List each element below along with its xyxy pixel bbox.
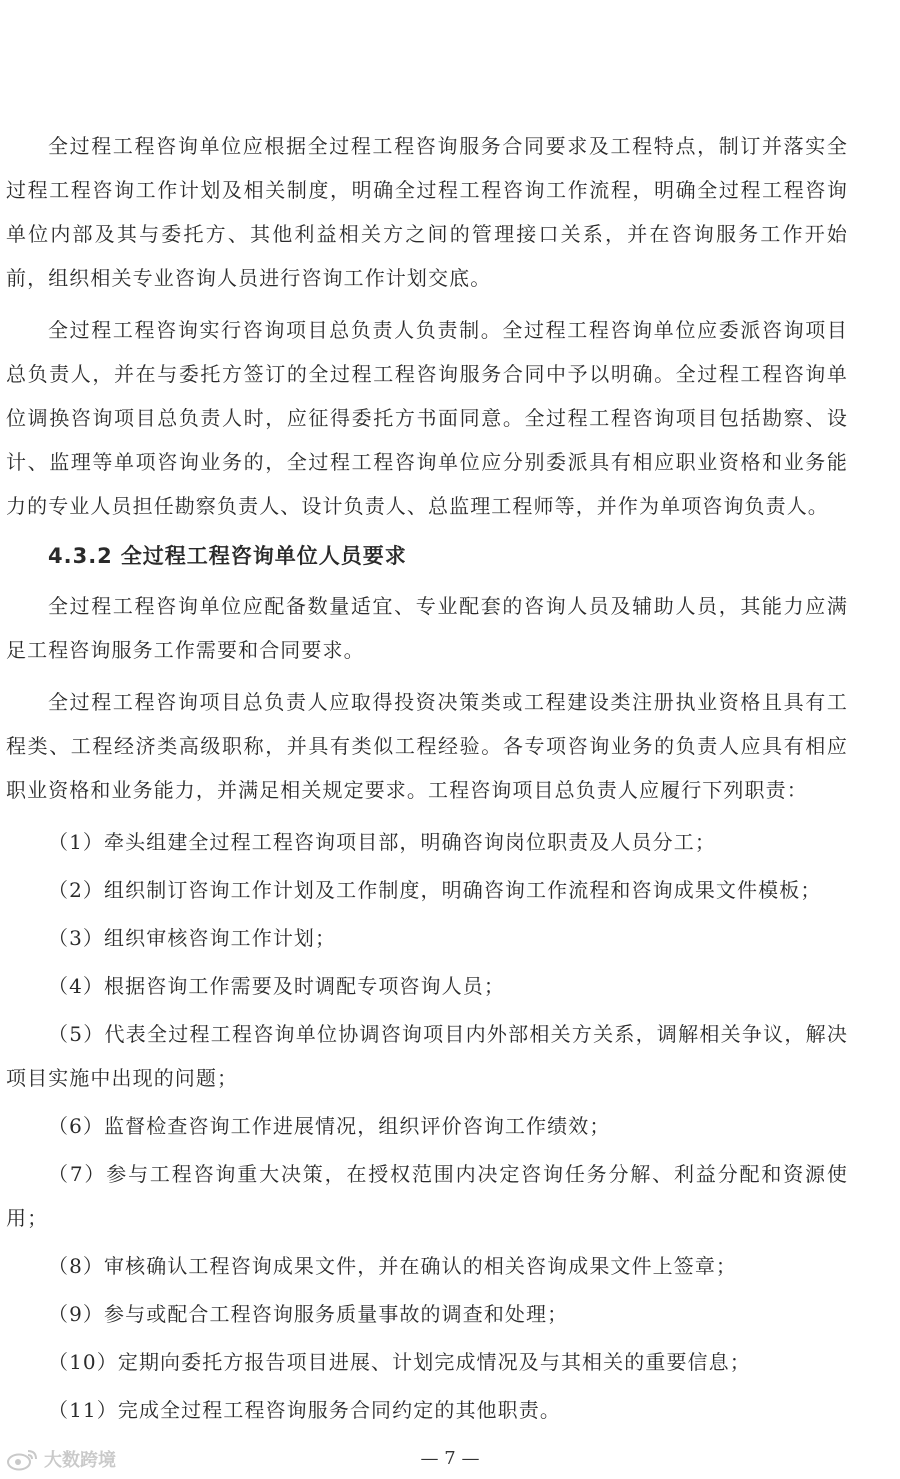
- duty-item: （1）牵头组建全过程工程咨询项目部，明确咨询岗位职责及人员分工；: [48, 830, 716, 854]
- duty-item: （5）代表全过程工程咨询单位协调咨询项目内外部相关方关系，调解相关争议，解决项目实施中出现的问题；: [6, 1022, 848, 1090]
- duty-item: （8）审核确认工程咨询成果文件，并在确认的相关咨询成果文件上签章；: [48, 1254, 738, 1278]
- duty-item: （11）完成全过程工程咨询服务合同约定的其他职责。: [48, 1398, 561, 1422]
- section-heading: [48, 536, 848, 576]
- duty-item: （7）参与工程咨询重大决策，在授权范围内决定咨询任务分解、利益分配和资源使用；: [6, 1162, 848, 1230]
- watermark-text: 大数跨境: [44, 1450, 116, 1471]
- section-number: 4.3.2: [48, 544, 113, 568]
- paragraph: 全过程工程咨询实行咨询项目总负责人负责制。全过程工程咨询单位应委派咨询项目总负责人，并在与委托方签订的全过程工程咨询服务合同中予以明确。全过程工程咨询单位调换咨询项目总负责人时，应征得委托方书面同意。全过程工程咨询项目包括勘察、设计、监理等单项咨询业务的，全过程工程咨询单位应分别委派具有相应职业资格和业务能力的专业人员担任勘察负责人、设计负责人、总监理工程师等，并作为单项咨询负责人。: [6, 318, 848, 518]
- page-number: — 7 —: [420, 1448, 480, 1469]
- paragraph: 全过程工程咨询项目总负责人应取得投资决策类或工程建设类注册执业资格且具有工程类、工程经济类高级职称，并具有类似工程经验。各专项咨询业务的负责人应具有相应职业资格和业务能力，并满足相关规定要求。工程咨询项目总负责人应履行下列职责：: [6, 690, 848, 802]
- duty-item: （4）根据咨询工作需要及时调配专项咨询人员；: [48, 974, 505, 998]
- paragraph: 全过程工程咨询单位应配备数量适宜、专业配套的咨询人员及辅助人员，其能力应满足工程咨询服务工作需要和合同要求。: [6, 594, 848, 662]
- duty-item: （10）定期向委托方报告项目进展、计划完成情况及与其相关的重要信息；: [48, 1350, 751, 1374]
- section-title: 全过程工程咨询单位人员要求: [120, 544, 407, 568]
- duty-item: （9）参与或配合工程咨询服务质量事故的调查和处理；: [48, 1302, 569, 1326]
- duty-item: （3）组织审核咨询工作计划；: [48, 926, 337, 950]
- document-body: [6, 124, 848, 1436]
- paragraph: 全过程工程咨询单位应根据全过程工程咨询服务合同要求及工程特点，制订并落实全过程工程咨询工作计划及相关制度，明确全过程工程咨询工作流程，明确全过程工程咨询单位内部及其与委托方、其他利益相关方之间的管理接口关系，并在咨询服务工作开始前，组织相关专业咨询人员进行咨询工作计划交底。: [6, 134, 848, 290]
- duty-item: （6）监督检查咨询工作进展情况，组织评价咨询工作绩效；: [48, 1114, 611, 1138]
- duty-item: （2）组织制订咨询工作计划及工作制度，明确咨询工作流程和咨询成果文件模板；: [48, 878, 822, 902]
